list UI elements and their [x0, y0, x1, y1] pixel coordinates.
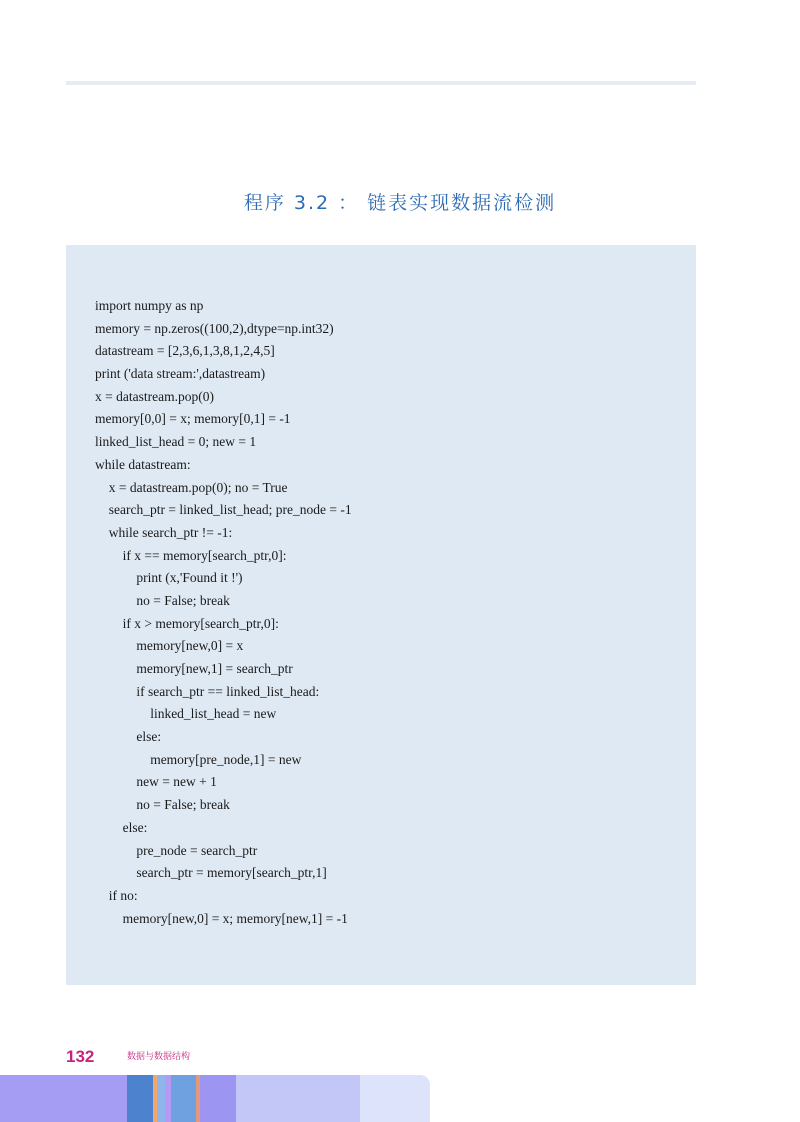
code-line: memory[pre_node,1] = new: [150, 751, 302, 767]
footer-decorative-band: [0, 1075, 430, 1122]
code-line: if x == memory[search_ptr,0]:: [122, 547, 287, 563]
code-line: import numpy as np: [95, 298, 204, 313]
code-line: datastream = [2,3,6,1,3,8,1,2,4,5]: [95, 343, 275, 359]
code-line: memory[new,1] = search_ptr: [136, 661, 293, 676]
footer-band-segment: [360, 1075, 430, 1122]
code-line: else:: [122, 819, 148, 835]
footer-band-segment: [0, 1075, 127, 1122]
code-line: search_ptr = linked_list_head; pre_node = -1: [108, 502, 352, 518]
code-line: no = False; break: [136, 592, 230, 608]
code-line: pre_node = search_ptr: [136, 842, 258, 858]
footer-band-segment: [157, 1075, 165, 1122]
code-line: if no:: [108, 887, 138, 903]
code-line: if search_ptr == linked_list_head:: [136, 683, 320, 699]
code-line: memory[new,0] = x: [136, 638, 244, 654]
code-line: else:: [136, 729, 162, 745]
code-line: linked_list_head = 0; new = 1: [95, 434, 257, 450]
code-line: x = datastream.pop(0): [95, 388, 214, 404]
code-listing: [95, 295, 352, 930]
code-line: print ('data stream:',datastream): [95, 366, 266, 382]
footer-band-segment: [171, 1075, 196, 1122]
code-line: x = datastream.pop(0); no = True: [108, 479, 288, 495]
code-line: new = new + 1: [136, 774, 217, 790]
page-number: 132: [66, 1047, 95, 1066]
code-line: search_ptr = memory[search_ptr,1]: [136, 865, 327, 881]
code-line: if x > memory[search_ptr,0]:: [122, 615, 279, 631]
book-title: 数据与数据结构: [127, 1052, 191, 1062]
code-line: linked_list_head = new: [150, 706, 277, 722]
footer-band-segment: [200, 1075, 236, 1122]
code-line: while search_ptr != -1:: [108, 524, 233, 540]
code-line: memory[new,0] = x; memory[new,1] = -1: [122, 910, 348, 926]
program-title: 程序 3.2 ： 链表实现数据流检测: [243, 192, 557, 214]
top-rule: [66, 81, 696, 85]
code-line: print (x,'Found it !'): [136, 570, 243, 586]
footer-band-segment: [127, 1075, 153, 1122]
code-line: memory = np.zeros((100,2),dtype=np.int32): [95, 320, 334, 336]
code-line: while datastream:: [95, 456, 191, 472]
code-line: no = False; break: [136, 797, 230, 813]
code-panel: [66, 245, 696, 985]
footer-band-segment: [236, 1075, 360, 1122]
code-line: memory[0,0] = x; memory[0,1] = -1: [95, 411, 291, 427]
